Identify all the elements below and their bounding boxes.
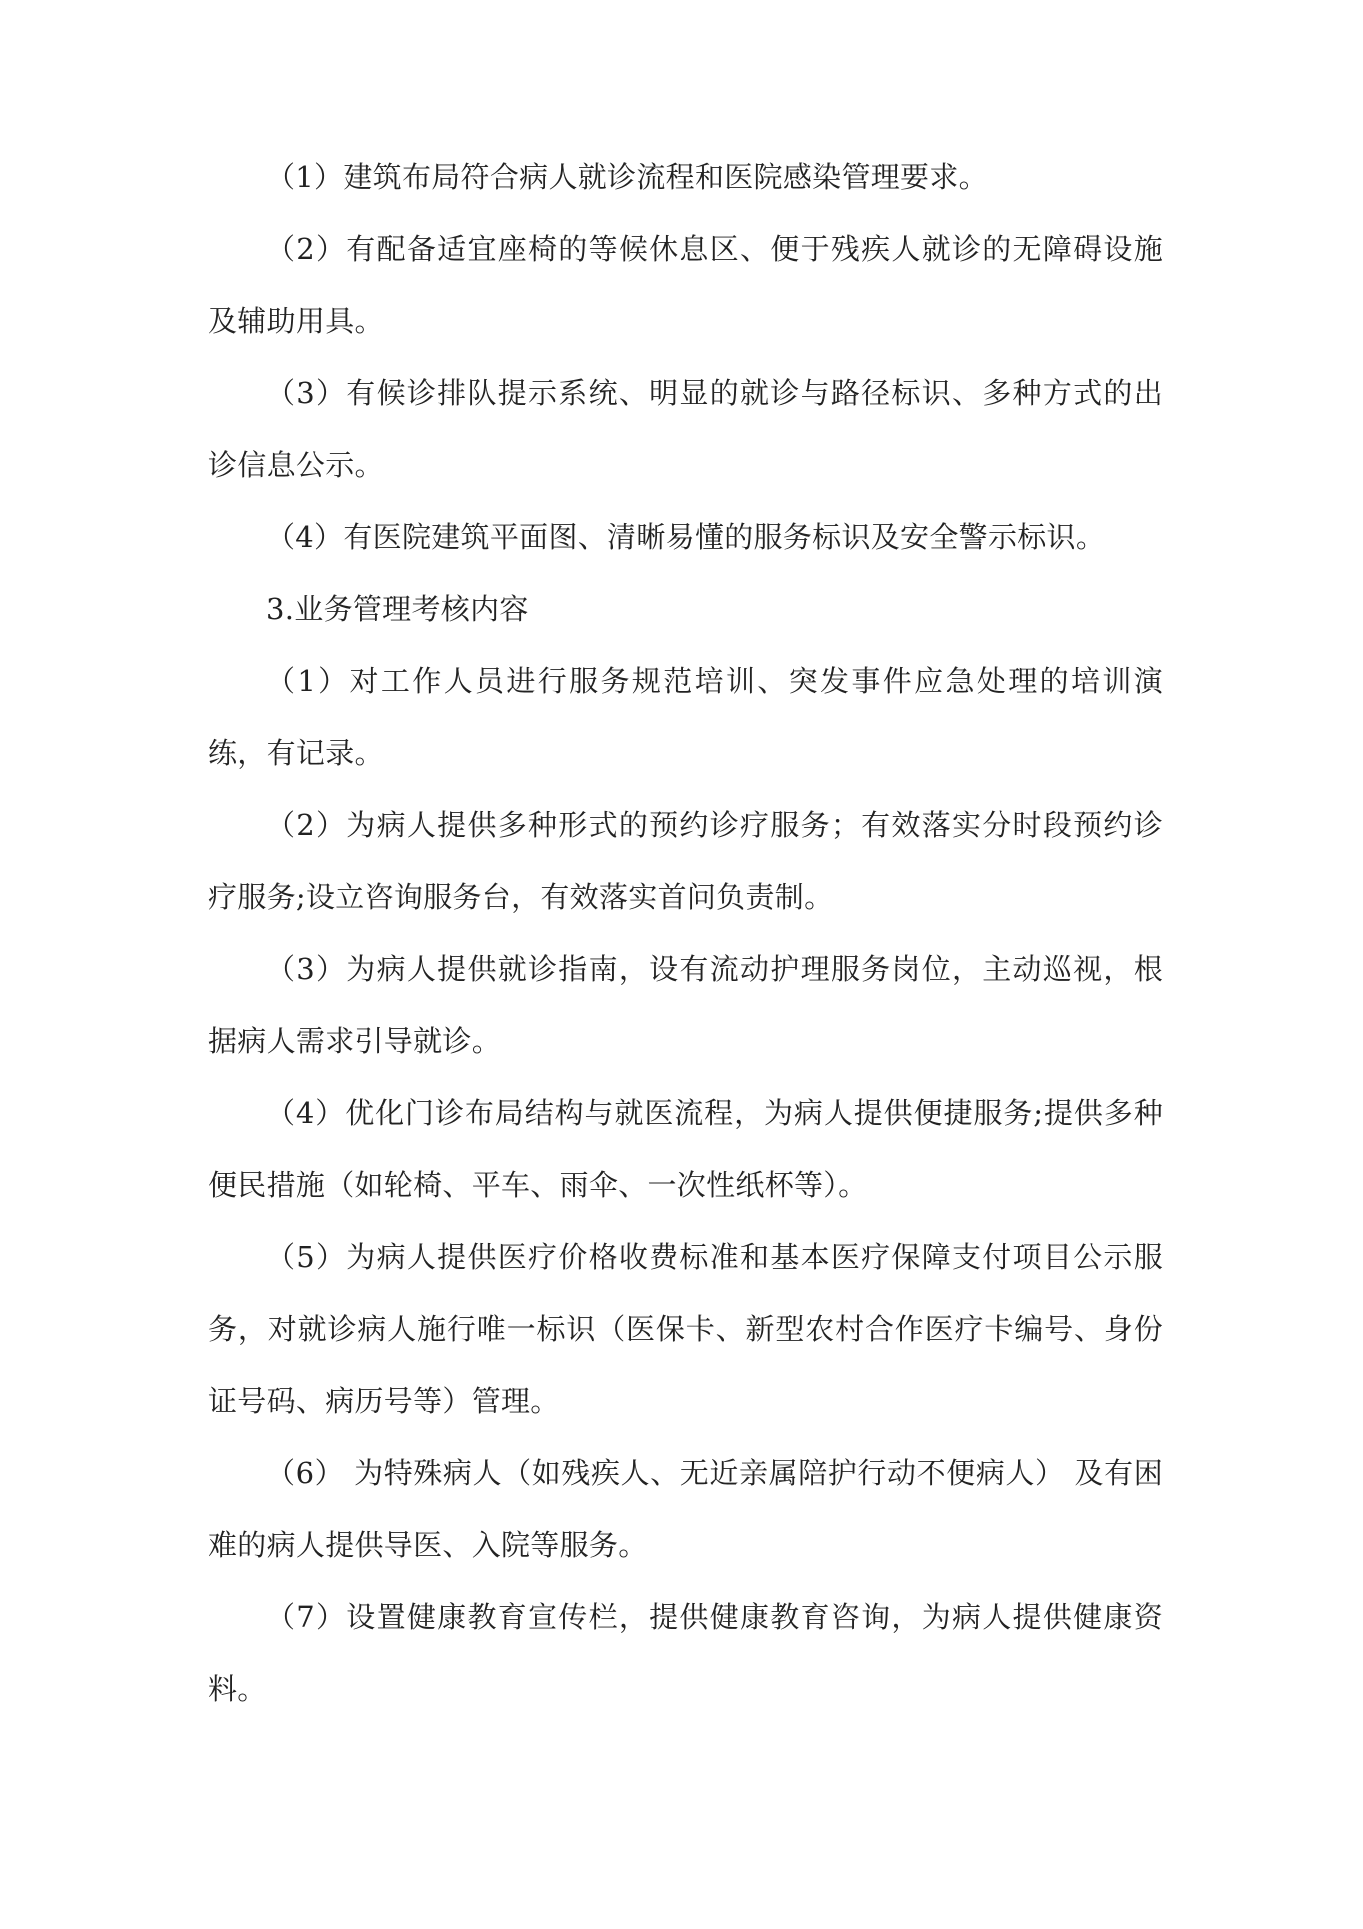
document-body bbox=[208, 141, 1163, 1725]
paragraph-4: （4）有医院建筑平面图、清晰易懂的服务标识及安全警示标识。 bbox=[266, 520, 1106, 554]
section-heading: 3.业务管理考核内容 bbox=[266, 592, 529, 626]
section-paragraph-4: （4）优化门诊布局结构与就医流程，为病人提供便捷服务;提供多种便民措施（如轮椅、平车、雨伞、一次性纸杯等）。 bbox=[208, 1096, 1163, 1202]
section-paragraph-6: （6） 为特殊病人（如残疾人、无近亲属陪护行动不便病人） 及有困难的病人提供导医、入院等服务。 bbox=[208, 1456, 1163, 1562]
section-paragraph-5: （5）为病人提供医疗价格收费标准和基本医疗保障支付项目公示服务，对就诊病人施行唯一标识（医保卡、新型农村合作医疗卡编号、身份证号码、病历号等）管理。 bbox=[208, 1240, 1163, 1418]
paragraph-2: （2）有配备适宜座椅的等候休息区、便于残疾人就诊的无障碍设施及辅助用具。 bbox=[208, 232, 1163, 338]
section-paragraph-7: （7）设置健康教育宣传栏，提供健康教育咨询，为病人提供健康资料。 bbox=[208, 1600, 1163, 1706]
section-paragraph-1: （1）对工作人员进行服务规范培训、突发事件应急处理的培训演练，有记录。 bbox=[208, 664, 1163, 770]
paragraph-1: （1）建筑布局符合病人就诊流程和医院感染管理要求。 bbox=[266, 160, 988, 194]
section-paragraph-2: （2）为病人提供多种形式的预约诊疗服务；有效落实分时段预约诊疗服务;设立咨询服务台，有效落实首问负责制。 bbox=[208, 808, 1163, 914]
paragraph-3: （3）有候诊排队提示系统、明显的就诊与路径标识、多种方式的出诊信息公示。 bbox=[208, 376, 1163, 482]
section-paragraph-3: （3）为病人提供就诊指南，设有流动护理服务岗位，主动巡视，根据病人需求引导就诊。 bbox=[208, 952, 1163, 1058]
